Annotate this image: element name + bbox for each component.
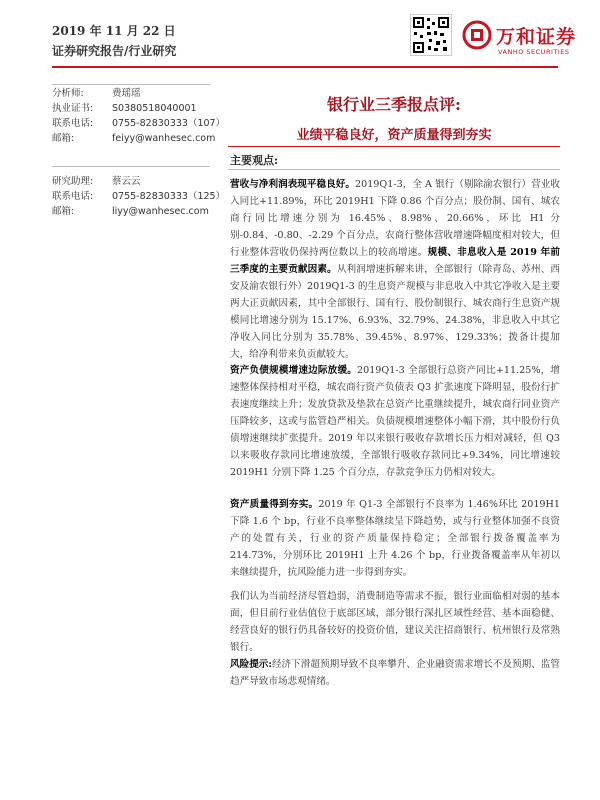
paragraph-revenue-text-2: 从利润增速拆解来讲，全部银行（除青岛、苏州、西安及渝农银行外）2019Q1-3 的生息资产规模与非息收入中其它净收入是主要两大正贡献因素，其中全部银行、国有行、股份制银行、城农商行生息资产规模同比增速分别为 15.17%、6.93%、32.79%、24.38%，非息收入中其它净收入同比分别为 35.78%、39.45%、8.97%、129.33%；拨备计提加大，给净利带来负贡献较大。 (230, 264, 561, 360)
analyst-name-label: 分析师: (52, 88, 84, 99)
paragraph-balance-sheet-text: 2019Q1-3 全部银行总资产同比+11.25%，增速整体保持相对平稳，城农商行资产负债表 Q3 扩张速度下降明显，股份行扩表速度继续上升；发放贷款及垫款在总资产比重继续提升，城农商行同业资产压降较多，这或与监管趋严相关。负债规模增速整体小幅下滑，其中股份行负债增速继续扩张提升。2019 年以来银行吸收存款增长压力相对减轻，但 Q3 以来吸收存款同比增速放缓，全部银行吸收存款同比+9.34%，同比增速较 2019H1 分别下降 1.25 个百分点，存款竞争压力仍相对较大。 (230, 365, 560, 478)
assistant-info (52, 174, 225, 219)
assistant-email[interactable]: liyy@wanhesec.com (112, 206, 209, 217)
analyst-email-label: 邮箱: (52, 133, 75, 144)
report-subtitle: 业绩平稳良好，资产质量得到夯实 (296, 128, 492, 143)
main-view-divider (228, 169, 560, 170)
company-logo-icon (462, 20, 492, 50)
title-divider (228, 146, 560, 147)
paragraph-risk (230, 656, 560, 690)
analyst-phone-label: 联系电话: (52, 118, 94, 129)
paragraph-risk-heading: 风险提示: (230, 659, 272, 670)
assistant-phone: 0755-82830333（125） (112, 191, 226, 202)
analyst-cert-label: 执业证书: (52, 103, 94, 114)
paragraph-asset-quality-text: 2019 年 Q1-3 全部银行不良率为 1.46%环比 2019H1 下降 1.6 个 bp，行业不良率整体继续呈下降趋势，或与行业整体加强不良资产的处置有关，行业的资产质量保持稳定；全部银行拨备覆盖率为 214.73%，分别环比 2019H1 上升 4.26 个 bp，行业拨备覆盖率从年初以来继续提升，抗风险能力进一步得到夯实。 (230, 499, 561, 578)
assistant-email-label: 邮箱: (52, 206, 75, 217)
assistant-name-label: 研究助理: (52, 176, 94, 187)
header-divider (52, 66, 558, 68)
paragraph-revenue-text: 2019Q1-3，全 A 银行（剔除渝农银行）营业收入同比+11.89%，环比 2019H1 下降 0.86 个百分点；股份制、国有、城农商行同比增速分别为 16.45%、8.98%、20.66%，环比 H1 分别-0.84、-0.80、-2.29 个百分点，农商行整体营收增速降幅度相对较大，但行业整体营收仍保持两位数以上的较高增速。 (230, 179, 560, 258)
sidebar-divider-top (52, 84, 210, 85)
paragraph-asset-quality-heading: 资产质量得到夯实。 (230, 499, 319, 510)
paragraph-balance-sheet-heading: 资产负债规模增速边际放缓。 (230, 365, 357, 376)
report-date: 2019 年 11 月 22 日 (52, 24, 176, 38)
analyst-email[interactable]: feiyy@wanhesec.com (112, 133, 216, 144)
assistant-name: 蔡云云 (112, 176, 141, 187)
qr-code-icon (410, 14, 452, 56)
sidebar-divider-mid (52, 166, 210, 167)
paragraph-recommendation: 我们认为当前经济尽管趋弱，消费制造等需求不振，银行业面临相对弱的基本面，但目前行业估值位于底部区域，部分银行深扎区域性经营、基本面稳健、经营良好的银行仍具备较好的投资价值，建议关注招商银行、杭州银行及常熟银行。 (230, 591, 560, 653)
paragraph-revenue (230, 176, 560, 363)
assistant-phone-label: 联系电话: (52, 191, 94, 202)
report-title: 银行业三季报点评: (327, 95, 461, 114)
analyst-cert: S0380518040001 (112, 103, 197, 114)
paragraph-revenue-heading-2: 规模、非息收入是 2019 年前三季度的主要贡献因素。 (230, 247, 561, 275)
company-logo-subtext: VANHO SECURITIES (498, 48, 570, 56)
main-view-label: 主要观点: (230, 154, 279, 167)
paragraph-asset-quality (230, 496, 560, 581)
analyst-info (52, 86, 225, 146)
company-logo-text: 万和证券 (496, 26, 577, 48)
paragraph-balance-sheet (230, 362, 560, 481)
paragraph-revenue-heading: 营收与净利润表现平稳良好。 (230, 179, 355, 190)
paragraph-risk-text: 经济下滑超预期导致不良率攀升、企业融资需求增长不及预期、监管趋严导致市场悲观情绪。 (230, 659, 560, 687)
report-type: 证券研究报告/行业研究 (52, 44, 177, 58)
analyst-name: 费瑶瑶 (112, 88, 141, 99)
analyst-phone: 0755-82830333（107） (112, 118, 226, 129)
